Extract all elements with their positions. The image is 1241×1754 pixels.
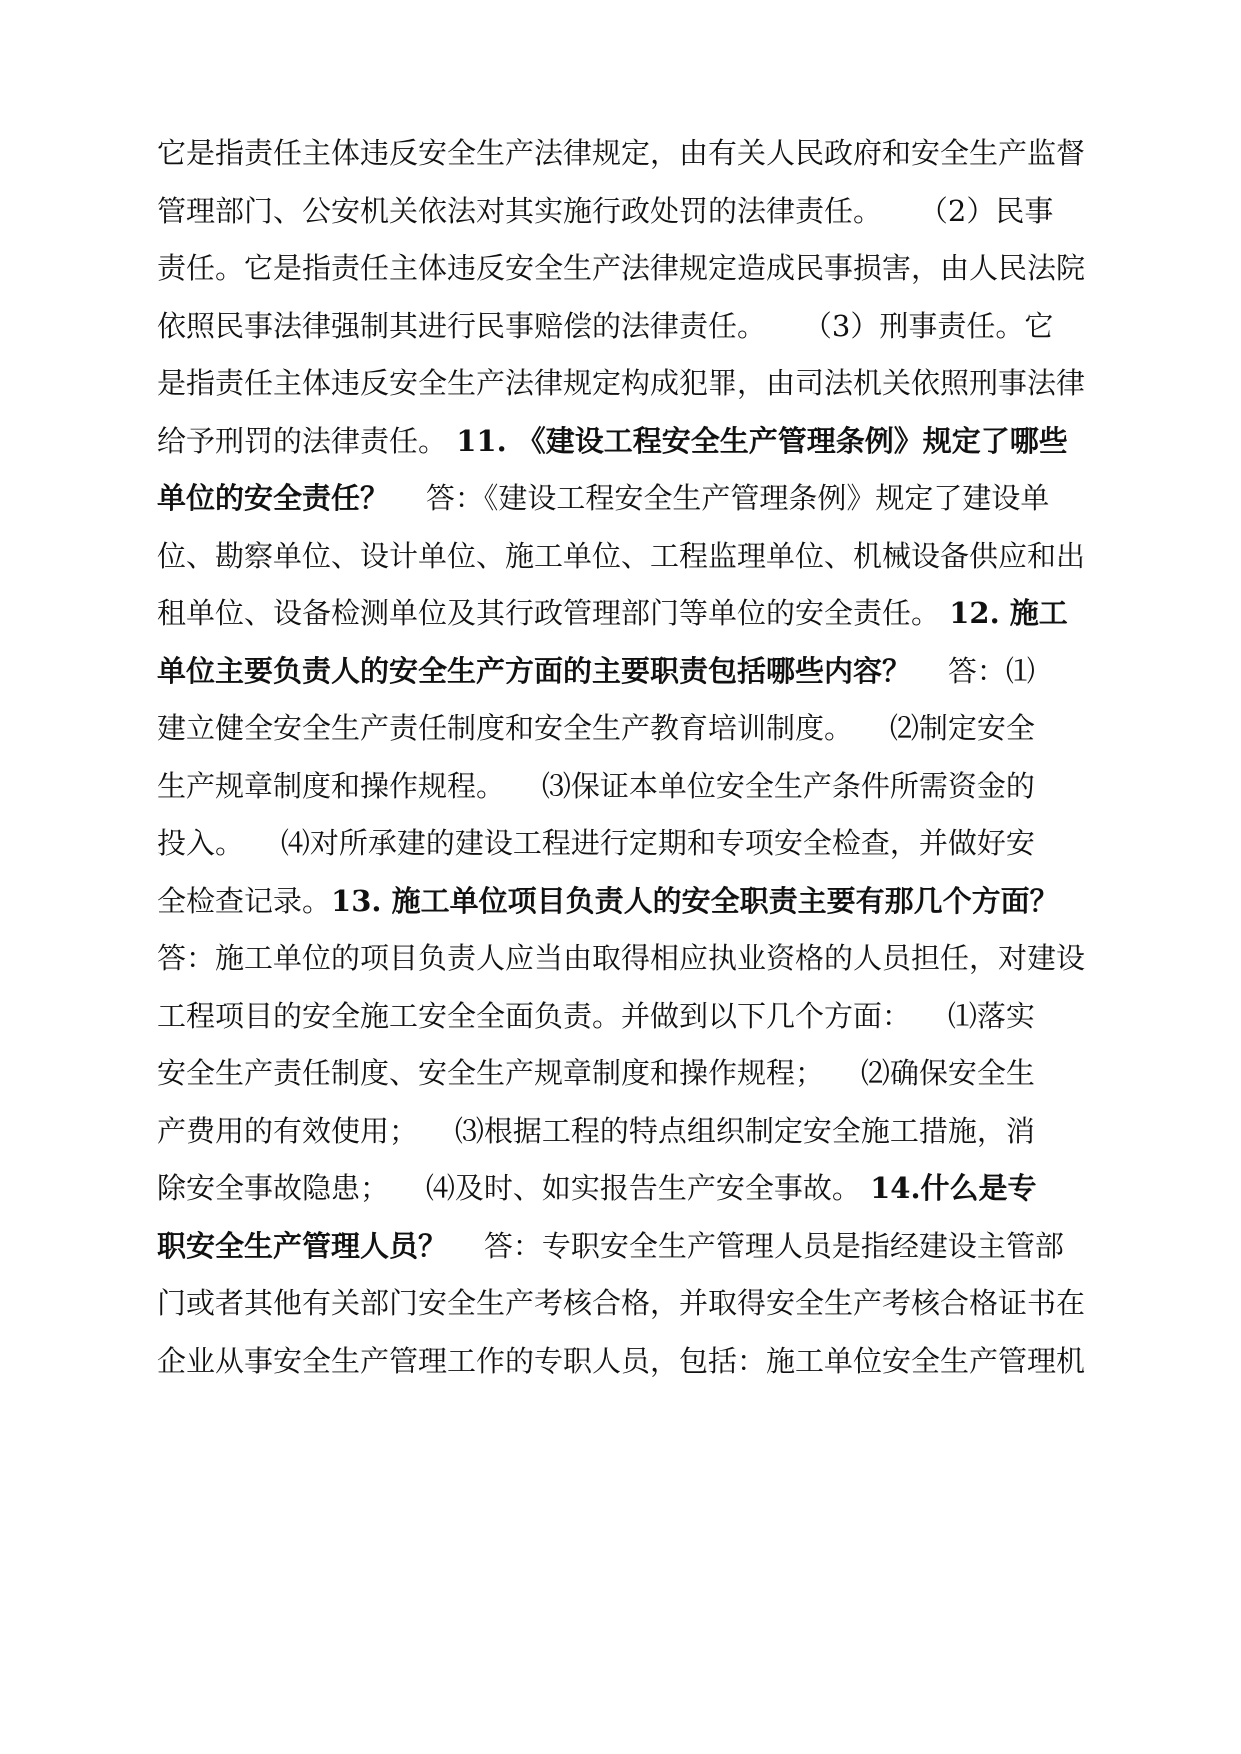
text-line [157,766,1087,806]
body-text: 管理部门、公安机关依法对其实施行政处罚的法律责任。 （2）民事 [157,194,1054,228]
body-text: 工程项目的安全施工安全全面负责。并做到以下几个方面： ⑴落实 [157,999,1035,1033]
text-line [157,1111,1087,1151]
body-text: 生产规章制度和操作规程。 ⑶保证本单位安全生产条件所需资金的 [157,769,1035,803]
heading-text: 12. 施工 [949,596,1068,630]
text-line [157,823,1087,863]
body-text: 产费用的有效使用； ⑶根据工程的特点组织制定安全施工措施，消 [157,1114,1035,1148]
body-text: 答：专职安全生产管理人员是指经建设主管部 [447,1229,1064,1263]
body-text: 位、勘察单位、设计单位、施工单位、工程监理单位、机械设备供应和出 [157,539,1086,573]
body-text: 是指责任主体违反安全生产法律规定构成犯罪，由司法机关依照刑事法律 [157,366,1086,400]
text-line [157,593,1087,633]
text-line [157,996,1087,1036]
body-text: 建立健全安全生产责任制度和安全生产教育培训制度。 ⑵制定安全 [157,711,1035,745]
body-text: 租单位、设备检测单位及其行政管理部门等单位的安全责任。 [157,596,950,630]
text-line [157,363,1087,403]
body-text: 全检查记录。 [157,884,332,918]
text-line [157,1226,1087,1266]
body-text: 除安全事故隐患； ⑷及时、如实报告生产安全事故。 [157,1171,871,1205]
text-line [157,478,1087,518]
text-line [157,708,1087,748]
body-text: 它是指责任主体违反安全生产法律规定，由有关人民政府和安全生产监督 [157,136,1086,170]
body-text: 门或者其他有关部门安全生产考核合格，并取得安全生产考核合格证书在 [157,1286,1086,1320]
text-line [157,1283,1087,1323]
body-text: 企业从事安全生产管理工作的专职人员，包括：施工单位安全生产管理机 [157,1344,1086,1378]
body-text: 投入。 ⑷对所承建的建设工程进行定期和专项安全检查，并做好安 [157,826,1035,860]
body-text: 依照民事法律强制其进行民事赔偿的法律责任。 （3）刑事责任。它 [157,309,1054,343]
text-line [157,938,1087,978]
text-line [157,191,1087,231]
heading-text: 13. 施工单位项目负责人的安全职责主要有那几个方面？ [331,884,1059,918]
text-line [157,881,1087,921]
body-text: 给予刑罚的法律责任。 [157,424,457,458]
heading-text: 单位的安全责任？ [157,481,390,515]
text-line [157,133,1087,173]
text-line [157,536,1087,576]
text-line [157,1053,1087,1093]
body-text: 答：⑴ [911,654,1035,688]
text-line [157,248,1087,288]
text-line [157,421,1087,461]
text-line [157,651,1087,691]
heading-text: 14.什么是专 [870,1171,1037,1205]
text-line [157,1168,1087,1208]
body-text: 安全生产责任制度、安全生产规章制度和操作规程； ⑵确保安全生 [157,1056,1035,1090]
body-text: 答：《建设工程安全生产管理条例》规定了建设单 [389,481,1050,515]
text-line [157,1341,1087,1381]
body-text: 答：施工单位的项目负责人应当由取得相应执业资格的人员担任，对建设 [157,941,1086,975]
body-text: 责任。它是指责任主体违反安全生产法律规定造成民事损害，由人民法院 [157,251,1086,285]
text-line [157,306,1087,346]
heading-text: 单位主要负责人的安全生产方面的主要职责包括哪些内容？ [157,654,912,688]
heading-text: 11. 《建设工程安全生产管理条例》规定了哪些 [456,424,1068,458]
heading-text: 职安全生产管理人员？ [157,1229,448,1263]
